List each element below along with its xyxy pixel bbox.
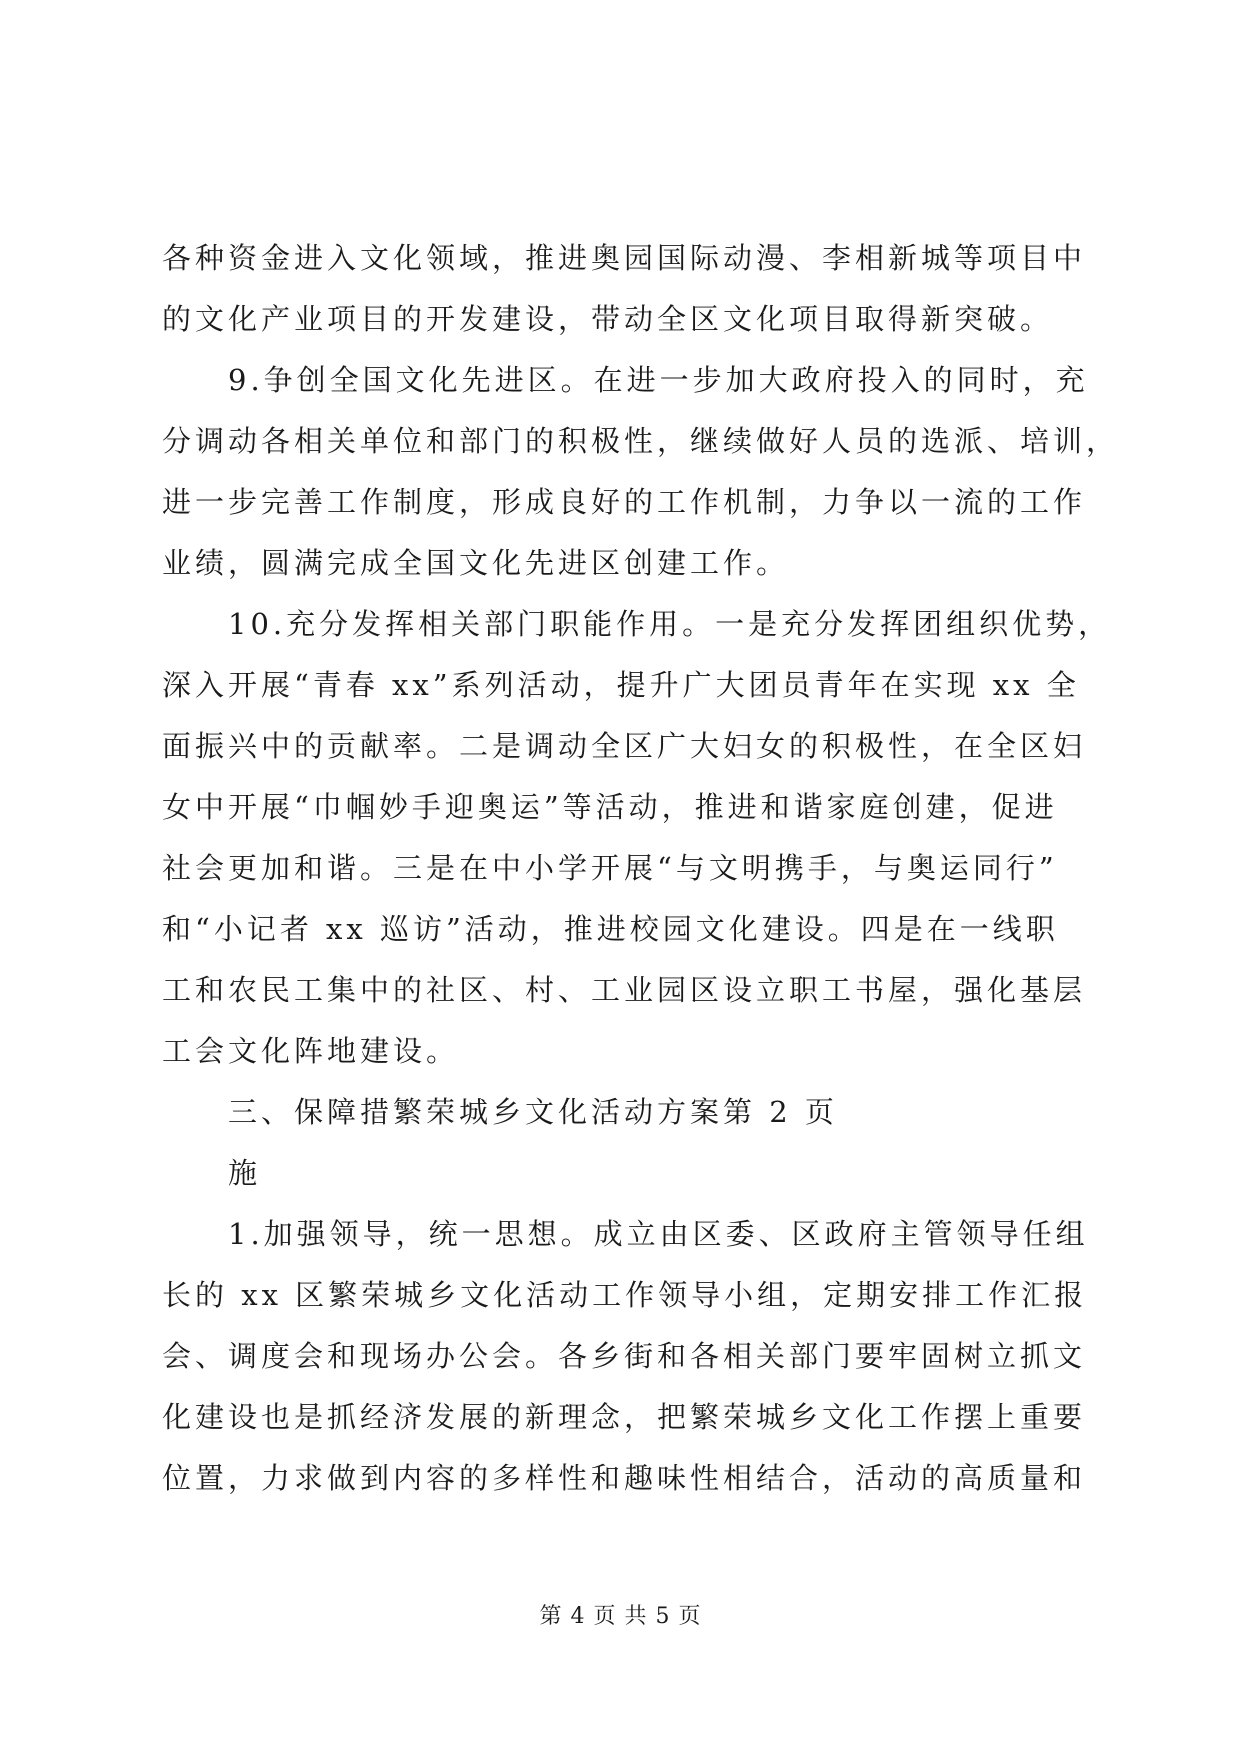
text-line: 女中开展“巾帼妙手迎奥运”等活动，推进和谐家庭创建，促进 (162, 790, 1058, 824)
text-line: 深入开展“青春 xx”系列活动，提升广大团员青年在实现 xx 全 (162, 668, 1080, 702)
text-line: 面振兴中的贡献率。二是调动全区广大妇女的积极性，在全区妇 (162, 729, 1087, 763)
text-line: 位置，力求做到内容的多样性和趣味性相结合，活动的高质量和 (162, 1461, 1087, 1495)
text-line: 社会更加和谐。三是在中小学开展“与文明携手，与奥运同行” (162, 851, 1058, 885)
document-body (162, 228, 1120, 1509)
text-line: 业绩，圆满完成全国文化先进区创建工作。 (162, 546, 790, 580)
paragraph-start-line: 10.充分发挥相关部门职能作用。一是充分发挥团组织优势， (228, 607, 1112, 641)
text-line: 会、调度会和现场办公会。各乡街和各相关部门要牢固树立抓文 (162, 1339, 1087, 1373)
text-line: 和“小记者 xx 巡访”活动，推进校园文化建设。四是在一线职 (162, 912, 1059, 946)
section-heading-continued: 施 (228, 1156, 262, 1190)
page-footer (0, 1602, 1241, 1632)
text-line: 长的 xx 区繁荣城乡文化活动工作领导小组，定期安排工作汇报 (162, 1278, 1088, 1312)
text-line: 的文化产业项目的开发建设，带动全区文化项目取得新突破。 (162, 302, 1054, 336)
section-heading: 三、保障措繁荣城乡文化活动方案第 2 页 (228, 1095, 838, 1129)
page-number-label: 第 4 页 共 5 页 (539, 1604, 702, 1629)
text-line: 分调动各相关单位和部门的积极性，继续做好人员的选派、培训， (162, 424, 1120, 458)
text-line: 工会文化阵地建设。 (162, 1034, 460, 1068)
text-line: 工和农民工集中的社区、村、工业园区设立职工书屋，强化基层 (162, 973, 1087, 1007)
paragraph-start-line: 1.加强领导，统一思想。成立由区委、区政府主管领导任组 (228, 1217, 1089, 1251)
text-line: 各种资金进入文化领域，推进奥园国际动漫、李相新城等项目中 (162, 241, 1087, 275)
text-line: 进一步完善工作制度，形成良好的工作机制，力争以一流的工作 (162, 485, 1087, 519)
paragraph-start-line: 9.争创全国文化先进区。在进一步加大政府投入的同时，充 (228, 363, 1089, 397)
text-line: 化建设也是抓经济发展的新理念，把繁荣城乡文化工作摆上重要 (162, 1400, 1087, 1434)
